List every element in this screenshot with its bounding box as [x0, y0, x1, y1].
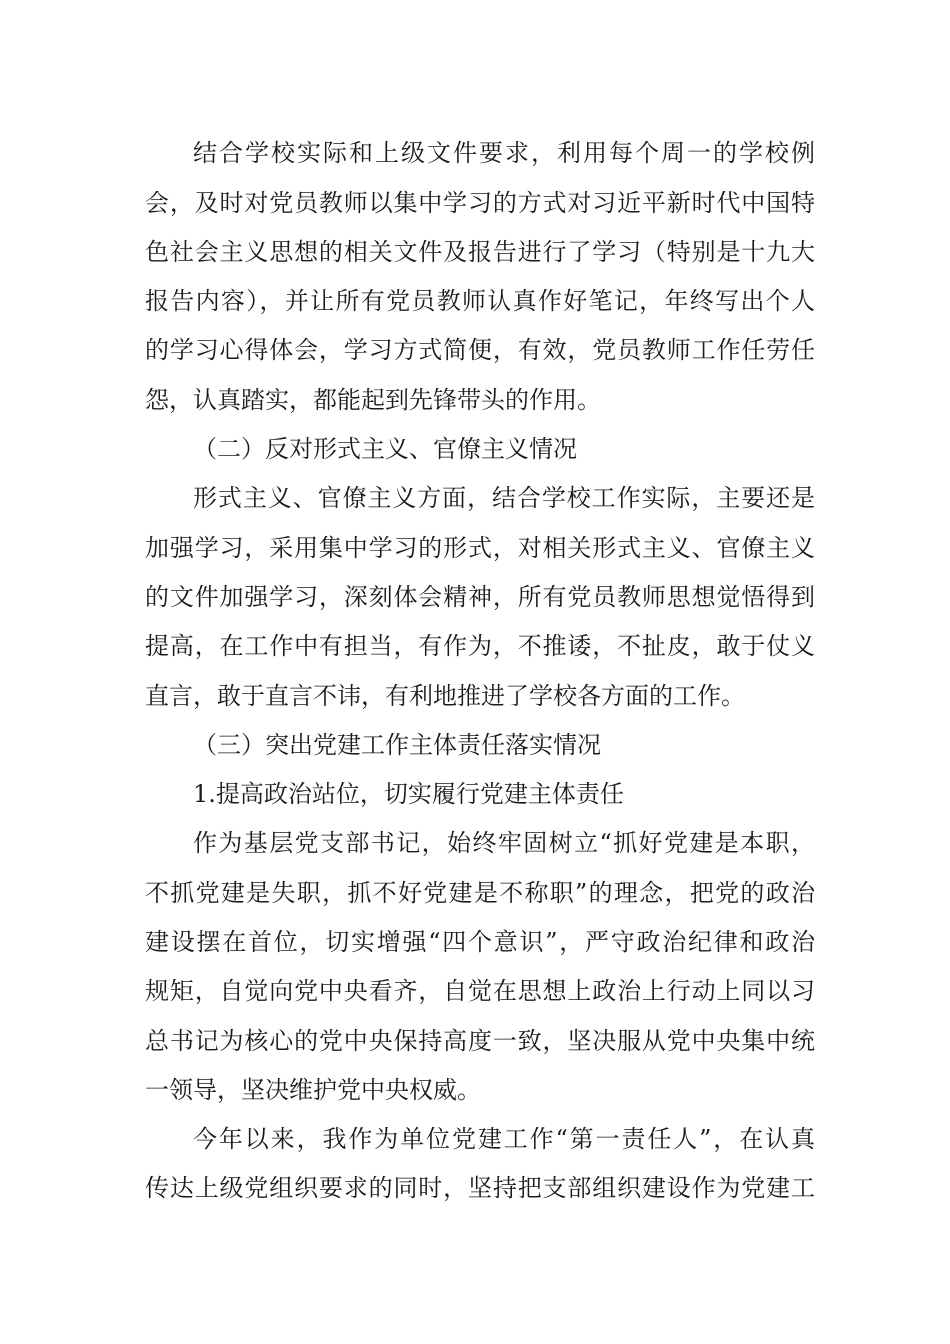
paragraph-line: 作为基层党支部书记，始终牢固树立“抓好党建是本职，: [193, 829, 815, 857]
paragraph-line: 加强学习，采用集中学习的形式，对相关形式主义、官僚主义: [145, 534, 815, 562]
paragraph-line: 规矩，自觉向党中央看齐，自觉在思想上政治上行动上同以习: [145, 977, 815, 1005]
paragraph-line: 建设摆在首位，切实增强“四个意识”，严守政治纪律和政治: [145, 928, 815, 956]
paragraph-line: 一领导，坚决维护党中央权威。: [145, 1076, 481, 1104]
paragraph-line: 提高，在工作中有担当，有作为，不推诿，不扯皮，敢于仗义: [145, 632, 815, 660]
paragraph-line: 的学习心得体会，学习方式简便，有效，党员教师工作任劳任: [145, 336, 815, 364]
paragraph-line: 报告内容），并让所有党员教师认真作好笔记，年终写出个人: [145, 287, 815, 315]
paragraph-line: 总书记为核心的党中央保持高度一致，坚决服从党中央集中统: [145, 1027, 815, 1055]
paragraph-line: 的文件加强学习，深刻体会精神，所有党员教师思想觉悟得到: [145, 583, 815, 611]
paragraph-line: 会，及时对党员教师以集中学习的方式对习近平新时代中国特: [145, 189, 815, 217]
paragraph-line: 色社会主义思想的相关文件及报告进行了学习（特别是十九大: [145, 238, 815, 266]
paragraph-line: 传达上级党组织要求的同时，坚持把支部组织建设作为党建工: [145, 1174, 815, 1202]
paragraph-line: 今年以来，我作为单位党建工作“第一责任人”，在认真: [193, 1125, 815, 1153]
section-heading: （二）反对形式主义、官僚主义情况: [193, 435, 577, 463]
paragraph-line: 怨，认真踏实，都能起到先锋带头的作用。: [145, 386, 601, 414]
section-heading: （三）突出党建工作主体责任落实情况: [193, 731, 601, 759]
subsection-heading: 1.提高政治站位，切实履行党建主体责任: [193, 780, 624, 808]
paragraph-line: 直言，敢于直言不讳，有利地推进了学校各方面的工作。: [145, 682, 745, 710]
paragraph-line: 结合学校实际和上级文件要求，利用每个周一的学校例: [193, 139, 815, 167]
paragraph-line: 不抓党建是失职，抓不好党建是不称职”的理念，把党的政治: [145, 879, 815, 907]
paragraph-line: 形式主义、官僚主义方面，结合学校工作实际，主要还是: [193, 484, 815, 512]
